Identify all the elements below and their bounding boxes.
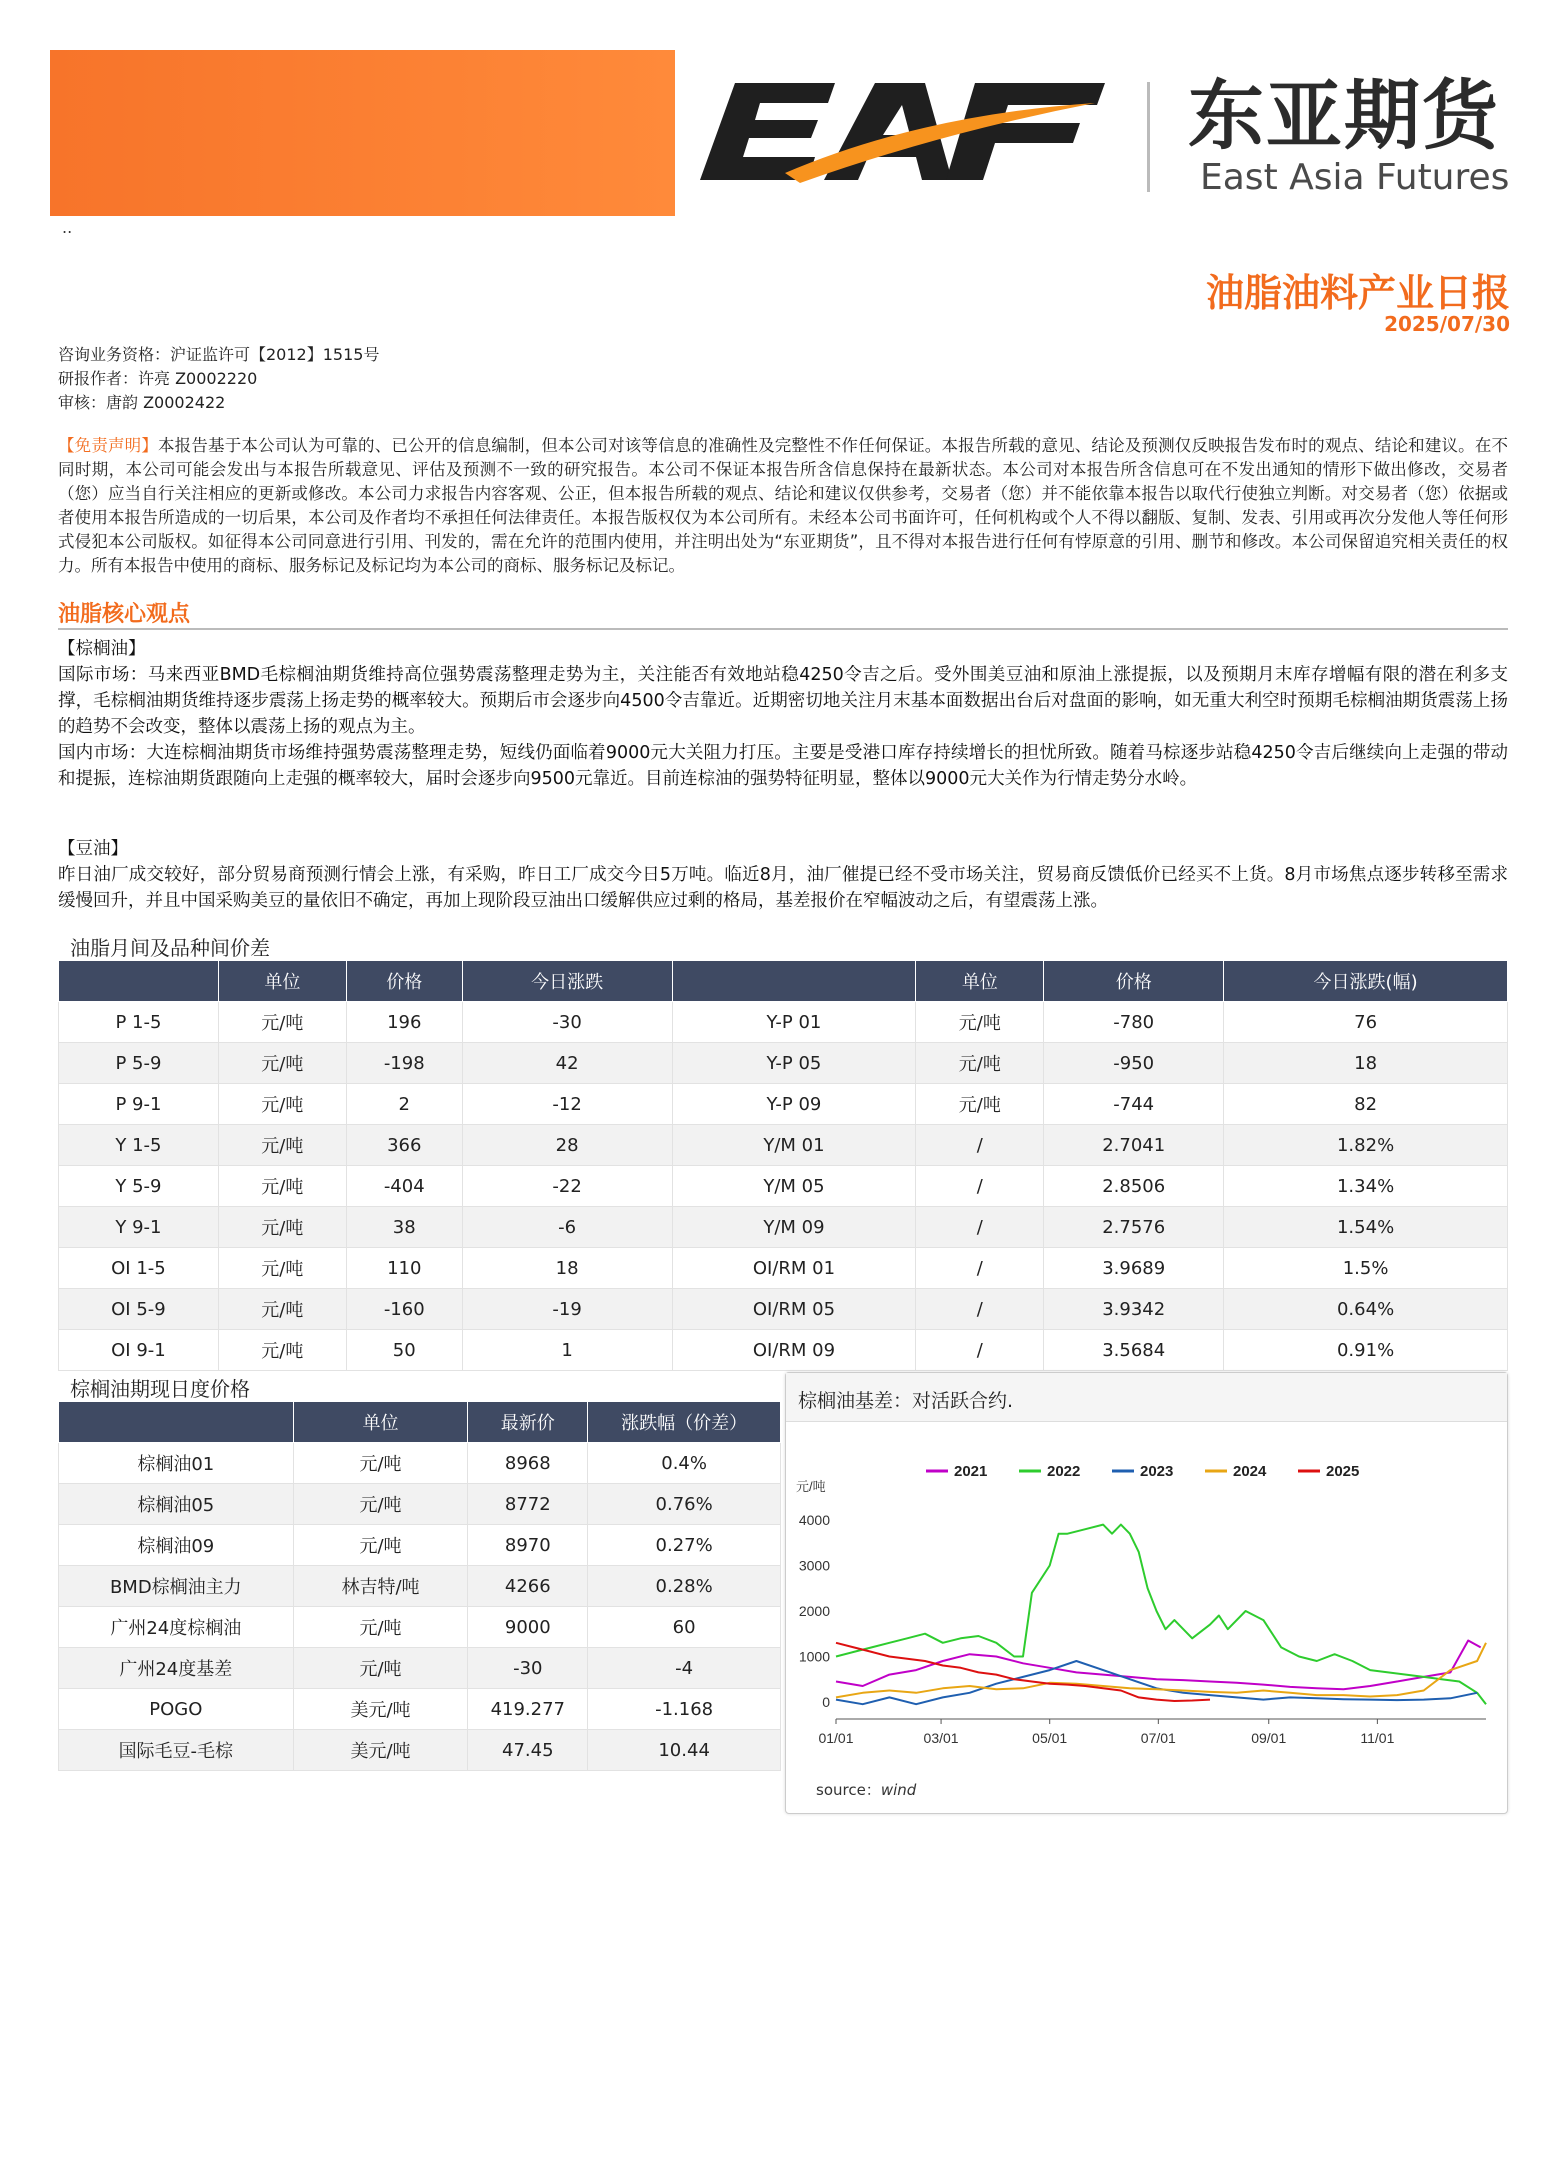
spread-table-cell: 元/吨	[218, 1125, 346, 1166]
spread-table-row	[59, 1043, 1508, 1084]
spread-table-cell: Y-P 05	[672, 1043, 916, 1084]
spread-table-cell: 110	[346, 1248, 462, 1289]
palm-heading: 【棕榈油】	[58, 639, 146, 659]
y-tick-label: 1000	[798, 1648, 830, 1665]
spread-table	[58, 960, 1508, 1371]
header-banner	[50, 50, 675, 216]
price-table-cell: 60	[588, 1607, 781, 1648]
price-table-row	[59, 1607, 781, 1648]
spread-table-header-cell: 价格	[346, 961, 462, 1002]
spread-table-cell: OI 9-1	[59, 1330, 219, 1371]
spread-table-cell: 3.9689	[1044, 1248, 1224, 1289]
price-table	[58, 1401, 781, 1771]
price-table-cell: 元/吨	[293, 1525, 468, 1566]
price-table-cell: 林吉特/吨	[293, 1566, 468, 1607]
price-table-cell: 元/吨	[293, 1443, 468, 1484]
spread-table-cell: P 1-5	[59, 1002, 219, 1043]
price-table-cell: 棕榈油09	[59, 1525, 294, 1566]
disclaimer-tag: 【免责声明】	[58, 436, 159, 455]
spread-table-cell: Y/M 09	[672, 1207, 916, 1248]
price-table-cell: 8968	[468, 1443, 588, 1484]
spread-table-cell: 1.34%	[1224, 1166, 1508, 1207]
series-line-2024	[836, 1643, 1486, 1698]
price-table-row	[59, 1689, 781, 1730]
spread-table-cell: P 9-1	[59, 1084, 219, 1125]
price-table-cell: 元/吨	[293, 1484, 468, 1525]
spread-table-title: 油脂月间及品种间价差	[70, 936, 270, 960]
x-tick-label: 03/01	[923, 1730, 959, 1746]
spread-table-cell: 元/吨	[916, 1043, 1044, 1084]
chart-source-name: wind	[880, 1781, 917, 1799]
spread-table-row	[59, 1289, 1508, 1330]
spread-table-row	[59, 1166, 1508, 1207]
y-tick-label: 4000	[798, 1512, 830, 1529]
spread-table-cell: /	[916, 1166, 1044, 1207]
chart-header	[786, 1373, 1507, 1422]
disclaimer	[58, 434, 1508, 578]
spread-table-cell: 元/吨	[218, 1002, 346, 1043]
spread-table-cell: 366	[346, 1125, 462, 1166]
price-table-cell: 棕榈油01	[59, 1443, 294, 1484]
reviewer-line: 审核：唐韵 Z0002422	[58, 393, 226, 412]
x-tick-label: 07/01	[1140, 1730, 1176, 1746]
basis-chart	[786, 1421, 1507, 1776]
spread-table-cell: 元/吨	[218, 1289, 346, 1330]
price-table-cell: 美元/吨	[293, 1689, 468, 1730]
legend-label: 2023	[1140, 1463, 1174, 1480]
chart-source	[816, 1779, 916, 1800]
logo-cn-text: 东亚期货	[1188, 71, 1500, 160]
price-table-header-cell	[59, 1402, 294, 1443]
price-table-cell: 419.277	[468, 1689, 588, 1730]
spread-table-cell: /	[916, 1289, 1044, 1330]
chart-source-label: source：	[816, 1781, 881, 1799]
spread-table-header-cell: 今日涨跌(幅)	[1224, 961, 1508, 1002]
spread-table-cell: -19	[462, 1289, 672, 1330]
spread-table-cell: 元/吨	[218, 1207, 346, 1248]
spread-table-cell: 元/吨	[916, 1002, 1044, 1043]
spread-table-row	[59, 1084, 1508, 1125]
spread-table-cell: /	[916, 1207, 1044, 1248]
spread-table-header-cell: 单位	[218, 961, 346, 1002]
soy-text: 昨日油厂成交较好，部分贸易商预测行情会上涨，有采购，昨日工厂成交今日5万吨。临近8月，油厂催提已经不受市场关注，贸易商反馈低价已经买不上货。8月市场焦点逐步转移至需求缓慢回升，并且中国采购美豆的量依旧不确定，再加上现阶段豆油出口缓解供应过剩的格局，基差报价在窄幅波动之后，有望震荡上涨。	[58, 865, 1508, 911]
spread-table-cell: OI 5-9	[59, 1289, 219, 1330]
price-table-row	[59, 1730, 781, 1771]
price-table-cell: BMD棕榈油主力	[59, 1566, 294, 1607]
spread-table-cell: 1	[462, 1330, 672, 1371]
price-table-row	[59, 1648, 781, 1689]
spread-table-cell: 2.8506	[1044, 1166, 1224, 1207]
spread-table-cell: -30	[462, 1002, 672, 1043]
series-line-2023	[836, 1661, 1477, 1704]
eaf-logo-icon	[690, 75, 1110, 205]
spread-table-cell: OI/RM 05	[672, 1289, 916, 1330]
series-line-2021	[836, 1641, 1481, 1690]
price-table-cell: 9000	[468, 1607, 588, 1648]
spread-table-cell: 82	[1224, 1084, 1508, 1125]
spread-table-header	[59, 961, 1508, 1002]
price-table-cell: 0.76%	[588, 1484, 781, 1525]
price-table-cell: 广州24度基差	[59, 1648, 294, 1689]
price-table-cell: 棕榈油05	[59, 1484, 294, 1525]
spread-table-cell: 元/吨	[218, 1330, 346, 1371]
section-divider	[58, 628, 1508, 630]
spread-table-cell: 1.54%	[1224, 1207, 1508, 1248]
spread-table-cell: 1.5%	[1224, 1248, 1508, 1289]
price-table-cell: 元/吨	[293, 1648, 468, 1689]
spread-table-cell: -780	[1044, 1002, 1224, 1043]
spread-table-cell: -12	[462, 1084, 672, 1125]
spread-table-header-cell	[59, 961, 219, 1002]
spread-table-cell: 18	[462, 1248, 672, 1289]
chart-title: 棕榈油基差：对活跃合约.	[798, 1390, 1014, 1412]
spread-table-cell: /	[916, 1125, 1044, 1166]
spread-table-cell: 2.7576	[1044, 1207, 1224, 1248]
report-title: 油脂油料产业日报	[1205, 271, 1510, 315]
x-tick-label: 11/01	[1360, 1730, 1395, 1746]
spread-table-cell: 2	[346, 1084, 462, 1125]
price-table-cell: 8772	[468, 1484, 588, 1525]
price-table-cell: -4	[588, 1648, 781, 1689]
spread-table-header-cell	[672, 961, 916, 1002]
price-table-row	[59, 1443, 781, 1484]
price-table-title: 棕榈油期现日度价格	[70, 1377, 250, 1401]
spread-table-cell: 38	[346, 1207, 462, 1248]
price-table-row	[59, 1484, 781, 1525]
spread-table-cell: 0.91%	[1224, 1330, 1508, 1371]
basis-chart-panel	[785, 1372, 1508, 1814]
logo-divider	[1147, 82, 1150, 192]
series-line-2022	[836, 1525, 1486, 1705]
price-table-header	[59, 1402, 781, 1443]
spread-table-cell: OI/RM 09	[672, 1330, 916, 1371]
legend-label: 2022	[1047, 1463, 1081, 1480]
spread-table-cell: -404	[346, 1166, 462, 1207]
spread-table-row	[59, 1248, 1508, 1289]
logo-en-text: East Asia Futures	[1200, 157, 1510, 198]
spread-table-cell: Y-P 09	[672, 1084, 916, 1125]
spread-table-cell: 元/吨	[916, 1084, 1044, 1125]
spread-table-cell: 元/吨	[218, 1166, 346, 1207]
price-table-cell: 美元/吨	[293, 1730, 468, 1771]
spread-table-cell: 1.82%	[1224, 1125, 1508, 1166]
spread-table-cell: Y 1-5	[59, 1125, 219, 1166]
price-table-header-cell: 最新价	[468, 1402, 588, 1443]
price-table-cell: 8970	[468, 1525, 588, 1566]
price-table-cell: 元/吨	[293, 1607, 468, 1648]
spread-table-row	[59, 1330, 1508, 1371]
spread-table-cell: 元/吨	[218, 1248, 346, 1289]
spread-table-row	[59, 1002, 1508, 1043]
spread-table-cell: 50	[346, 1330, 462, 1371]
report-date: 2025/07/30	[1384, 312, 1510, 336]
spread-table-cell: Y/M 05	[672, 1166, 916, 1207]
spread-table-row	[59, 1125, 1508, 1166]
spread-table-cell: 196	[346, 1002, 462, 1043]
price-table-cell: POGO	[59, 1689, 294, 1730]
spread-table-cell: /	[916, 1330, 1044, 1371]
spread-table-cell: -950	[1044, 1043, 1224, 1084]
spread-table-cell: 2.7041	[1044, 1125, 1224, 1166]
price-table-header-cell: 涨跌幅（价差）	[588, 1402, 781, 1443]
spread-table-cell: OI 1-5	[59, 1248, 219, 1289]
legend-label: 2024	[1233, 1463, 1267, 1480]
legend-label: 2025	[1326, 1463, 1360, 1480]
spread-table-cell: OI/RM 01	[672, 1248, 916, 1289]
section-title: 油脂核心观点	[58, 602, 191, 627]
price-table-cell: 广州24度棕榈油	[59, 1607, 294, 1648]
spread-table-cell: Y/M 01	[672, 1125, 916, 1166]
x-tick-label: 09/01	[1251, 1730, 1287, 1746]
author-line: 研报作者：许亮 Z0002220	[58, 369, 258, 388]
spread-table-cell: -744	[1044, 1084, 1224, 1125]
disclaimer-text: 本报告基于本公司认为可靠的、已公开的信息编制，但本公司对该等信息的准确性及完整性不作任何保证。本报告所载的意见、结论及预测仅反映报告发布时的观点、结论和建议。在不同时期，本公司可能会发出与本报告所载意见、评估及预测不一致的研究报告。本公司不保证本报告所含信息保持在最新状态。本公司对本报告所含信息可在不发出通知的情形下做出修改，交易者（您）应当自行关注相应的更新或修改。本公司力求报告内容客观、公正，但本报告所载的观点、结论和建议仅供参考，交易者（您）并不能依靠本报告以取代行使独立判断。对交易者（您）依据或者使用本报告所造成的一切后果，本公司及作者均不承担任何法律责任。本报告版权仅为本公司所有。未经本公司书面许可，任何机构或个人不得以翻版、复制、发表、引用或再次分发他人等任何形式侵犯本公司版权。如征得本公司同意进行引用、刊发的，需在允许的范围内使用，并注明出处为“东亚期货”，且不得对本报告进行任何有悖原意的引用、删节和修改。本公司保留追究相关责任的权力。所有本报告中使用的商标、服务标记及标记均为本公司的商标、服务标记及标记。	[58, 436, 1509, 575]
spread-table-cell: Y 9-1	[59, 1207, 219, 1248]
spread-table-cell: 3.5684	[1044, 1330, 1224, 1371]
price-table-header-cell: 单位	[293, 1402, 468, 1443]
price-table-row	[59, 1525, 781, 1566]
spread-table-cell: 元/吨	[218, 1084, 346, 1125]
y-axis-unit: 元/吨	[796, 1479, 826, 1494]
spread-table-cell: 28	[462, 1125, 672, 1166]
y-tick-label: 0	[822, 1693, 830, 1710]
spread-table-row	[59, 1207, 1508, 1248]
spread-table-cell: 76	[1224, 1002, 1508, 1043]
y-tick-label: 3000	[798, 1557, 830, 1574]
spread-table-cell: /	[916, 1248, 1044, 1289]
soy-heading: 【豆油】	[58, 839, 128, 859]
spread-table-cell: 3.9342	[1044, 1289, 1224, 1330]
price-table-cell: -30	[468, 1648, 588, 1689]
price-table-cell: -1.168	[588, 1689, 781, 1730]
price-table-cell: 0.4%	[588, 1443, 781, 1484]
spread-table-cell: 42	[462, 1043, 672, 1084]
spread-table-cell: Y 5-9	[59, 1166, 219, 1207]
palm-intl-text: 国际市场：马来西亚BMD毛棕榈油期货维持高位强势震荡整理走势为主，关注能否有效地站稳4250令吉之后。受外围美豆油和原油上涨提振，以及预期月末库存增幅有限的潜在利多支撑，毛棕榈油期货维持逐步震荡上扬走势的概率较大。预期后市会逐步向4500令吉靠近。近期密切地关注月末基本面数据出台后对盘面的影响，如无重大利空时预期毛棕榈油期货震荡上扬的趋势不会改变，整体以震荡上扬的观点为主。	[58, 665, 1508, 737]
spread-table-cell: 18	[1224, 1043, 1508, 1084]
price-table-cell: 0.27%	[588, 1525, 781, 1566]
spread-table-cell: -160	[346, 1289, 462, 1330]
palm-dom-text: 国内市场：大连棕榈油期货市场维持强势震荡整理走势，短线仍面临着9000元大关阻力打压。主要是受港口库存持续增长的担忧所致。随着马棕逐步站稳4250令吉后继续向上走强的带动和提振，连棕油期货跟随向上走强的概率较大，届时会逐步向9500元靠近。目前连棕油的强势特征明显，整体以9000元大关作为行情走势分水岭。	[58, 743, 1508, 789]
x-tick-label: 05/01	[1032, 1730, 1068, 1746]
spread-table-header-cell: 单位	[916, 961, 1044, 1002]
price-table-cell: 国际毛豆-毛棕	[59, 1730, 294, 1771]
spread-table-cell: 元/吨	[218, 1043, 346, 1084]
license-line: 咨询业务资格：沪证监许可【2012】1515号	[58, 345, 380, 364]
spread-table-cell: -22	[462, 1166, 672, 1207]
price-table-cell: 0.28%	[588, 1566, 781, 1607]
spread-table-cell: Y-P 01	[672, 1002, 916, 1043]
legend-label: 2021	[954, 1463, 988, 1480]
x-tick-label: 01/01	[818, 1730, 854, 1746]
y-tick-label: 2000	[798, 1603, 830, 1619]
spread-table-cell: P 5-9	[59, 1043, 219, 1084]
price-table-cell: 4266	[468, 1566, 588, 1607]
price-table-cell: 47.45	[468, 1730, 588, 1771]
spread-table-header-cell: 今日涨跌	[462, 961, 672, 1002]
price-table-row	[59, 1566, 781, 1607]
spread-table-header-cell: 价格	[1044, 961, 1224, 1002]
spread-table-cell: 0.64%	[1224, 1289, 1508, 1330]
spread-table-cell: -6	[462, 1207, 672, 1248]
header-dots: ..	[62, 218, 73, 237]
price-table-cell: 10.44	[588, 1730, 781, 1771]
spread-table-cell: -198	[346, 1043, 462, 1084]
